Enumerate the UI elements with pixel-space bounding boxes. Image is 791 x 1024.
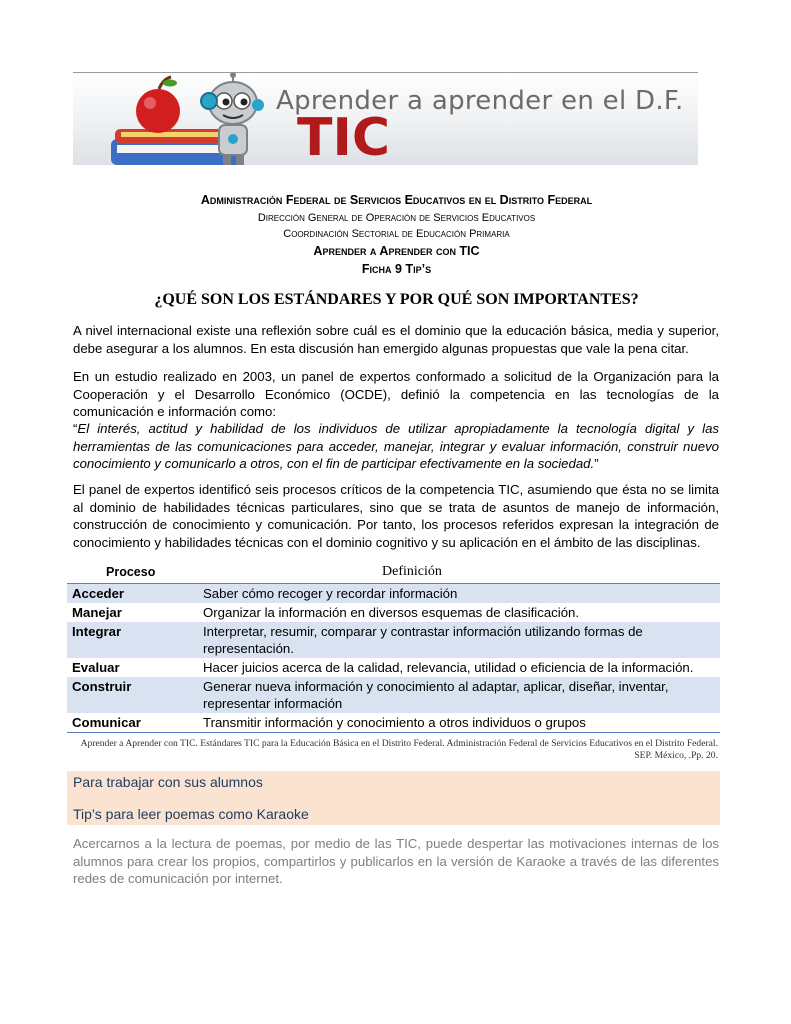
column-header-definicion: Definición bbox=[198, 562, 720, 584]
apple-icon bbox=[136, 89, 180, 133]
paragraph-intro: A nivel internacional existe una reflexión sobre cuál es el dominio que la educación básica, media y superior, debe asegurar a los alumnos. En esta discusión han emergido algunas propuestas que vale la pena citar. bbox=[73, 323, 719, 356]
table-row bbox=[67, 603, 720, 622]
definicion-cell: Organizar la información en diversos esquemas de clasificación. bbox=[203, 605, 580, 620]
table-row bbox=[67, 713, 720, 733]
proceso-cell: Comunicar bbox=[67, 713, 198, 733]
table-caption: Aprender a Aprender con TIC. Estándares TIC para la Educación Básica en el Distrito Federal. Administración Federal de Servicios Educativos en el Distrito Federal. SEP. México, .Pp. 20. bbox=[80, 738, 718, 761]
header-line-administracion: Administración Federal de Servicios Educativos en el Distrito Federal bbox=[200, 193, 593, 207]
header-line-ficha: Ficha 9 Tip’s bbox=[361, 262, 432, 276]
definicion-cell: Interpretar, resumir, comparar y contrastar información utilizando formas de representación. bbox=[198, 622, 720, 658]
section-heading-karaoke: Tip’s para leer poemas como Karaoke bbox=[67, 797, 720, 825]
banner-tic-logo: TIC bbox=[297, 108, 390, 165]
table-row bbox=[67, 622, 720, 658]
quote-open-mark: “ bbox=[73, 421, 78, 436]
proceso-cell: Acceder bbox=[67, 584, 198, 604]
paragraph-karaoke: Acercarnos a la lectura de poemas, por medio de las TIC, puede despertar las motivaciones internas de los alumnos para crear los propios, compartirlos y publicarlos en la versión de Karaoke a través de las diferentes redes de comunicación por internet. bbox=[73, 836, 719, 886]
definicion-cell: Hacer juicios acerca de la calidad, relevancia, utilidad o eficiencia de la información. bbox=[203, 660, 694, 675]
table-row bbox=[67, 658, 720, 677]
proceso-cell: Manejar bbox=[72, 605, 122, 620]
header-banner bbox=[73, 72, 698, 165]
paragraph-panel: El panel de expertos identificó seis procesos críticos de la competencia TIC, asumiendo que ésta no se limita al dominio de habilidades técnicas particulares, sino que se trata de asuntos de manejo de información, construcción de conocimiento y comunicación. Por tanto, los procesos referidos expresan la integración de conocimiento y habilidades técnicas con el dominio cognitivo y su aplicación en el ámbito de las disciplinas. bbox=[73, 482, 719, 550]
definicion-cell: Generar nueva información y conocimiento al adaptar, aplicar, diseñar, inventar, representar información bbox=[198, 677, 720, 713]
paragraph-estudio: En un estudio realizado en 2003, un panel de expertos conformado a solicitud de la Organización para la Cooperación y el Desarrollo Económico (OCDE), definió la competencia en las tecnologías de la comunicación e información como: bbox=[73, 369, 719, 419]
process-table bbox=[67, 562, 720, 733]
table-header-row bbox=[67, 562, 720, 584]
column-header-proceso: Proceso bbox=[67, 562, 198, 584]
proceso-cell: Evaluar bbox=[72, 660, 120, 675]
definicion-cell: Transmitir información y conocimiento a otros individuos o grupos bbox=[198, 713, 720, 733]
quote-close-mark: ” bbox=[594, 456, 599, 471]
header-line-direccion: Dirección General de Operación de Servicios Educativos bbox=[257, 212, 536, 224]
banner-title: Aprender a aprender en el D.F. bbox=[276, 86, 684, 116]
page-title: ¿QUÉ SON LOS ESTÁNDARES Y POR QUÉ SON IMPORTANTES? bbox=[154, 291, 639, 308]
proceso-cell: Construir bbox=[67, 677, 198, 713]
header-line-aprender: Aprender a Aprender con TIC bbox=[313, 244, 480, 258]
quote-text: El interés, actitud y habilidad de los individuos de utilizar apropiadamente la tecnología digital y las herramientas de las comunicaciones para acceder, manejar, integrar y evaluar información, construir nuevo conocimiento y comunicarlo a otros, con el fin de participar efectivamente en la sociedad. bbox=[73, 421, 719, 471]
header-line-coordinacion: Coordinación Sectorial de Educación Primaria bbox=[283, 228, 510, 240]
definicion-cell: Saber cómo recoger y recordar información bbox=[198, 584, 720, 604]
section-heading-alumnos: Para trabajar con sus alumnos bbox=[67, 771, 720, 797]
proceso-cell: Integrar bbox=[67, 622, 198, 658]
table-row bbox=[67, 677, 720, 713]
quote-definition bbox=[73, 420, 719, 473]
table-row bbox=[67, 584, 720, 604]
